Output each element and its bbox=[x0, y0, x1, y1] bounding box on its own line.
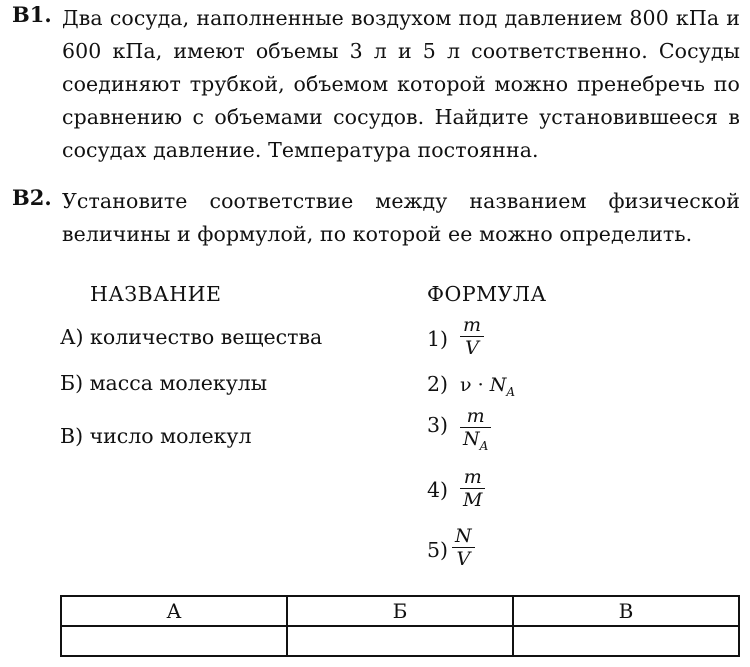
problem-b1 bbox=[12, 2, 740, 167]
formula-3-den-var: N bbox=[463, 428, 480, 450]
answer-cell-v[interactable] bbox=[513, 626, 739, 656]
formula-5-denominator: V bbox=[456, 548, 471, 570]
formula-2-label: 2) bbox=[427, 372, 449, 396]
header-name: НАЗВАНИЕ bbox=[90, 282, 222, 306]
answer-table-header-row bbox=[61, 596, 739, 626]
formula-3-denominator bbox=[460, 428, 491, 457]
formula-5-numerator: N bbox=[455, 525, 472, 547]
formula-3-numerator: m bbox=[466, 405, 485, 427]
formula-1 bbox=[460, 314, 484, 359]
formula-1-denominator: V bbox=[465, 337, 479, 359]
formula-4 bbox=[460, 466, 485, 511]
name-item-v: В) число молекул bbox=[60, 424, 252, 448]
formula-2-nu: ν bbox=[460, 374, 472, 396]
answer-column-b: Б bbox=[287, 596, 513, 626]
problem-text: Два сосуда, наполненные воздухом под давлением 800 кПа и 600 кПа, имеют объемы 3 л и 5 л соответственно. Сосуды соединяют трубкой, объемом которой можно пренебречь по сравнению с объемами сосудов. Найдите установившееся в сосудах давление. Температура постоянна. bbox=[62, 6, 740, 162]
answer-column-a: А bbox=[61, 596, 287, 626]
problem-number: В1. bbox=[12, 2, 52, 27]
formula-4-label: 4) bbox=[427, 478, 449, 502]
answer-cell-a[interactable] bbox=[61, 626, 287, 656]
header-formula: ФОРМУЛА bbox=[427, 282, 547, 306]
name-item-b: Б) масса молекулы bbox=[60, 371, 268, 395]
formula-5 bbox=[452, 525, 475, 570]
formula-3-label: 3) bbox=[427, 413, 449, 437]
answer-table bbox=[60, 595, 740, 657]
formula-4-denominator: M bbox=[463, 489, 483, 511]
problem-text: Установите соответствие между названием физической величины и формулой, по которой ее можно определить. bbox=[62, 189, 740, 246]
formula-2-sub: A bbox=[506, 385, 515, 399]
formula-5-label: 5) bbox=[427, 538, 449, 562]
answer-table-input-row bbox=[61, 626, 739, 656]
formula-4-numerator: m bbox=[463, 466, 482, 488]
formula-2-var: N bbox=[489, 374, 507, 396]
problem-number: В2. bbox=[12, 185, 52, 210]
formula-2 bbox=[460, 374, 515, 399]
formula-3 bbox=[460, 405, 491, 457]
answer-cell-b[interactable] bbox=[287, 626, 513, 656]
formula-2-dot: · bbox=[477, 374, 484, 396]
answer-column-v: В bbox=[513, 596, 739, 626]
formula-3-den-sub: A bbox=[479, 439, 489, 453]
formula-1-numerator: m bbox=[463, 314, 482, 336]
problem-b2 bbox=[12, 185, 740, 251]
name-item-a: А) количество вещества bbox=[60, 325, 323, 349]
formula-1-label: 1) bbox=[427, 327, 449, 351]
